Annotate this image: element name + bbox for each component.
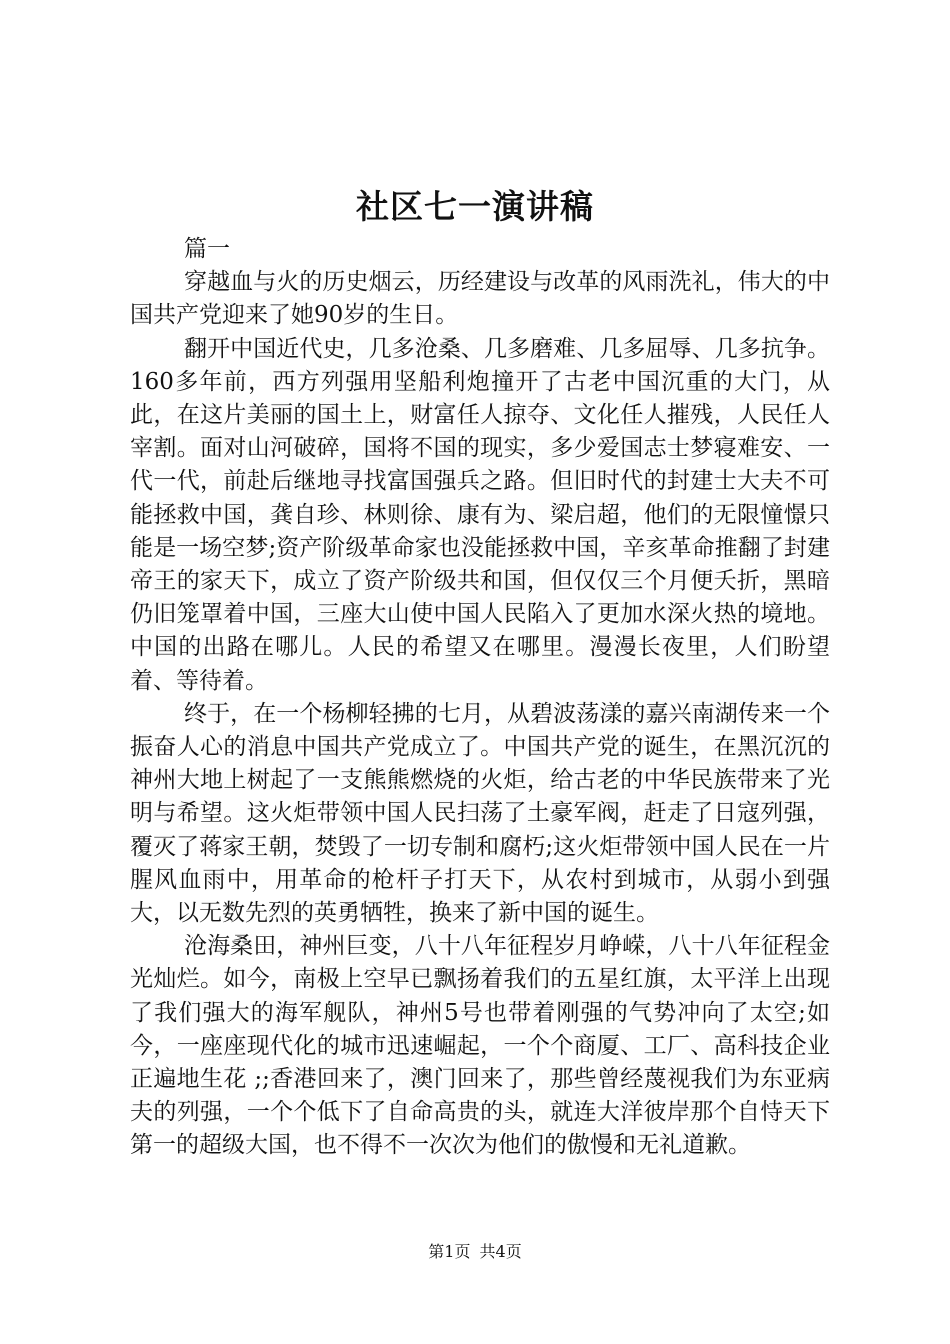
paragraph: 沧海桑田，神州巨变，八十八年征程岁月峥嵘，八十八年征程金光灿烂。如今，南极上空早已飘扬着我们的五星红旗，太平洋上出现了我们强大的海军舰队，神州5号也带着刚强的气势冲向了太空;如今，一座座现代化的城市迅速崛起，一个个商厦、工厂、高科技企业正遍地生花 ;;香港回来了，澳门回来了，那些曾经蔑视我们为东亚病夫的列强，一个个低下了自命高贵的头，就连大洋彼岸那个自恃天下第一的超级大国，也不得不一次次为他们的傲慢和无礼道歉。 [130, 933, 830, 1159]
section-label: 篇一 [184, 236, 230, 262]
page-footer [0, 1240, 950, 1264]
document-title: 社区七一演讲稿 [356, 187, 594, 226]
paragraph: 穿越血与火的历史烟云，历经建设与改革的风雨洗礼，伟大的中国共产党迎来了她90岁的生日。 [130, 269, 830, 329]
paragraph: 翻开中国近代史，几多沧桑、几多磨难、几多屈辱、几多抗争。160多年前，西方列强用坚船利炮撞开了古老中国沉重的大门，从此，在这片美丽的国土上，财富任人掠夺、文化任人摧残，人民任人宰割。面对山河破碎，国将不国的现实，多少爱国志士梦寝难安、一代一代，前赴后继地寻找富国强兵之路。但旧时代的封建士大夫不可能拯救中国，龚自珍、林则徐、康有为、梁启超，他们的无限憧憬只能是一场空梦;资产阶级革命家也没能拯救中国，辛亥革命推翻了封建帝王的家天下，成立了资产阶级共和国，但仅仅三个月便夭折，黑暗仍旧笼罩着中国，三座大山使中国人民陷入了更加水深火热的境地。中国的出路在哪儿。人民的希望又在哪里。漫漫长夜里，人们盼望着、等待着。 [130, 335, 830, 694]
document-body [130, 233, 830, 1163]
page-total: 共4页 [479, 1242, 522, 1261]
paragraph: 终于，在一个杨柳轻拂的七月，从碧波荡漾的嘉兴南湖传来一个振奋人心的消息中国共产党成立了。中国共产党的诞生，在黑沉沉的神州大地上树起了一支熊熊燃烧的火炬，给古老的中华民族带来了光明与希望。这火炬带领中国人民扫荡了土豪军阀，赶走了日寇列强，覆灭了蒋家王朝，焚毁了一切专制和腐朽;这火炬带领中国人民在一片腥风血雨中，用革命的枪杆子打天下，从农村到城市，从弱小到强大，以无数先烈的英勇牺牲，换来了新中国的诞生。 [130, 700, 830, 927]
page-number: 第1页 [428, 1242, 471, 1261]
